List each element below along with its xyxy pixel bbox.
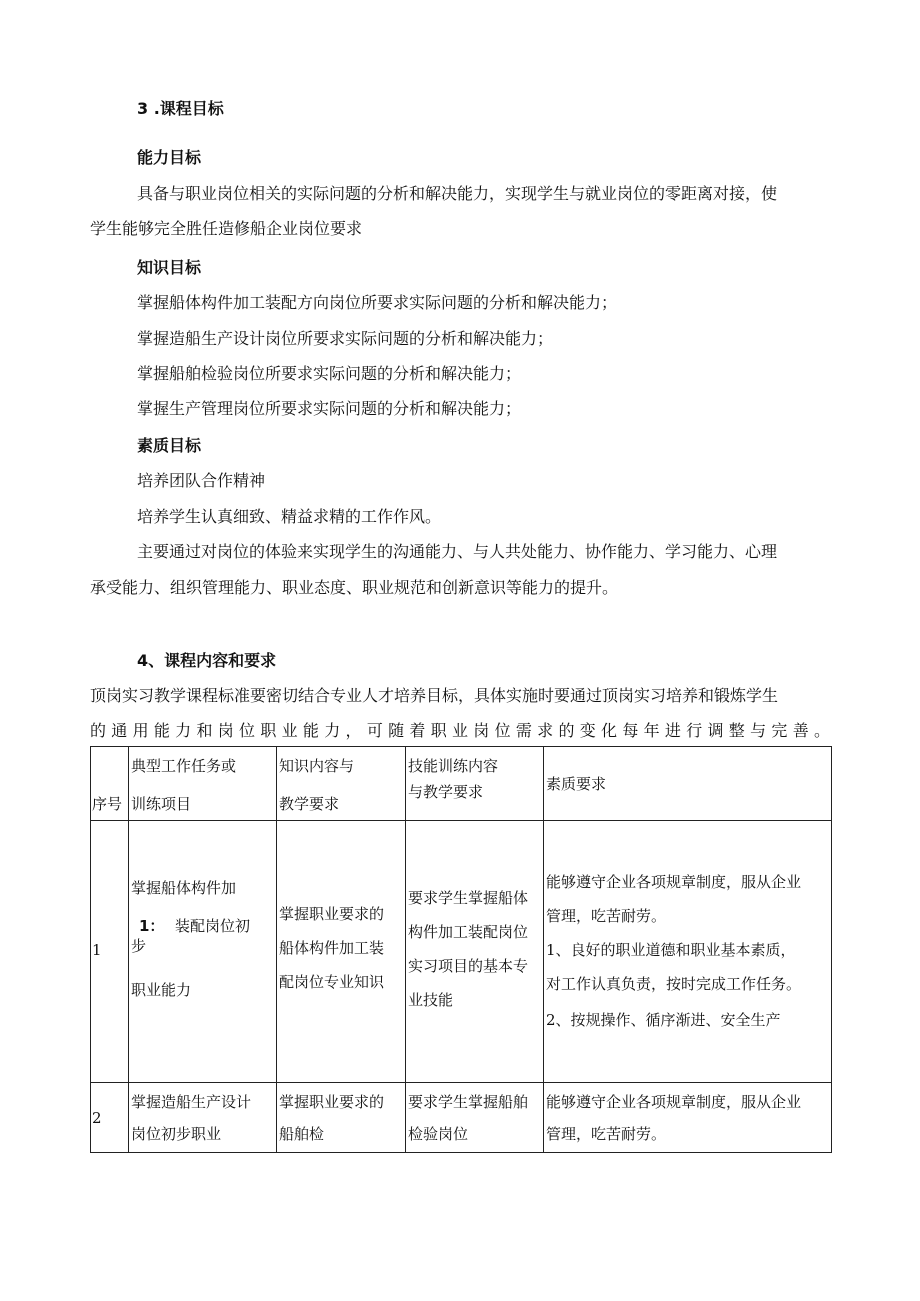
row2-quality-line2: 管理，吃苦耐劳。: [546, 1125, 667, 1143]
row1-task-line1: 掌握船体构件加: [131, 879, 237, 897]
row1-skill-line3: 实习项目的基本专: [408, 957, 529, 975]
header-knowledge-line1: 知识内容与: [279, 757, 355, 775]
row1-knowledge-cell: [277, 821, 406, 1083]
table-header-row: [91, 747, 832, 821]
knowledge-goal-item: 掌握船体构件加工装配方向岗位所要求实际问题的分析和解决能力；: [137, 293, 618, 312]
row2-skill-line1: 要求学生掌握船舶: [408, 1093, 529, 1111]
header-task-line1: 典型工作任务或: [131, 757, 237, 775]
row1-quality-line3: 1、良好的职业道德和职业基本素质，: [546, 941, 796, 959]
row1-seq: 1: [92, 941, 102, 959]
row1-task-line3: 步: [131, 937, 147, 955]
row2-task-cell: [129, 1083, 277, 1153]
header-skill-cell: [406, 747, 544, 821]
ability-goal-line2: 学生能够完全胜任造修船企业岗位要求: [90, 219, 363, 238]
quality-goal-title: 素质目标: [137, 436, 202, 455]
knowledge-goal-title: 知识目标: [137, 258, 202, 277]
quality-goal-item: 培养团队合作精神: [137, 471, 266, 490]
quality-goal-paragraph-line2: 承受能力、组织管理能力、职业态度、职业规范和创新意识等能力的提升。: [90, 578, 619, 597]
row1-quality-cell: [544, 821, 832, 1083]
row2-quality-cell: [544, 1083, 832, 1153]
row2-knowledge-line2: 船舶检: [279, 1125, 325, 1143]
row2-skill-cell: [406, 1083, 544, 1153]
row2-seq-cell: [91, 1083, 129, 1153]
row2-knowledge-line1: 掌握职业要求的: [279, 1093, 385, 1111]
row1-seq-cell: [91, 821, 129, 1083]
knowledge-goal-item: 掌握造船生产设计岗位所要求实际问题的分析和解决能力；: [137, 329, 554, 348]
row2-knowledge-cell: [277, 1083, 406, 1153]
quality-goal-paragraph-line1: 主要通过对岗位的体验来实现学生的沟通能力、与人共处能力、协作能力、学习能力、心理: [137, 542, 778, 561]
section4-intro-line1: 顶岗实习教学课程标准要密切结合专业人才培养目标，具体实施时要通过顶岗实习培养和锻炼学生: [90, 686, 779, 705]
header-seq: 序号: [92, 795, 123, 813]
section4-intro-line2: 的通用能力和岗位职业能力，可随着职业岗位需求的变化每年进行调整与完善。: [90, 721, 830, 740]
row2-quality-line1: 能够遵守企业各项规章制度，服从企业: [546, 1093, 802, 1111]
header-skill-line2: 与教学要求: [408, 783, 484, 801]
row1-skill-line4: 业技能: [408, 991, 454, 1009]
header-knowledge-cell: [277, 747, 406, 821]
row1-knowledge-line3: 配岗位专业知识: [279, 973, 385, 991]
table-row: [91, 1083, 832, 1153]
row2-skill-line2: 检验岗位: [408, 1125, 469, 1143]
row1-quality-line5: 2、按规操作、循序渐进、安全生产: [546, 1011, 781, 1029]
row1-skill-cell: [406, 821, 544, 1083]
header-task-line2: 训练项目: [131, 795, 192, 813]
ability-goal-line1: 具备与职业岗位相关的实际问题的分析和解决能力，实现学生与就业岗位的零距离对接，使: [137, 184, 778, 203]
knowledge-goal-item: 掌握船舶检验岗位所要求实际问题的分析和解决能力；: [137, 364, 522, 383]
row1-task-line2: 装配岗位初: [175, 917, 251, 935]
row1-knowledge-line2: 船体构件加工装: [279, 939, 385, 957]
row1-skill-line2: 构件加工装配岗位: [408, 923, 529, 941]
section4-heading: 4、课程内容和要求: [137, 651, 277, 670]
table-row: [91, 821, 832, 1083]
header-skill-line1: 技能训练内容: [408, 757, 499, 775]
row1-quality-line1: 能够遵守企业各项规章制度，服从企业: [546, 873, 802, 891]
row2-task-line1: 掌握造船生产设计: [131, 1093, 252, 1111]
row1-skill-line1: 要求学生掌握船体: [408, 889, 529, 907]
row2-task-line2: 岗位初步职业: [131, 1125, 222, 1143]
row1-task-number: 1：: [139, 917, 165, 935]
row1-task-line4: 职业能力: [131, 981, 192, 999]
ability-goal-title: 能力目标: [137, 148, 202, 167]
row1-knowledge-line1: 掌握职业要求的: [279, 905, 385, 923]
header-knowledge-line2: 教学要求: [279, 795, 340, 813]
course-content-table: [90, 746, 832, 1153]
row1-quality-line4: 对工作认真负责，按时完成工作任务。: [546, 975, 802, 993]
header-quality: 素质要求: [546, 775, 607, 793]
header-task-cell: [129, 747, 277, 821]
quality-goal-item: 培养学生认真细致、精益求精的工作作风。: [137, 507, 442, 526]
row1-quality-line2: 管理，吃苦耐劳。: [546, 907, 667, 925]
header-seq-cell: [91, 747, 129, 821]
row1-task-cell: [129, 821, 277, 1083]
knowledge-goal-item: 掌握生产管理岗位所要求实际问题的分析和解决能力；: [137, 399, 522, 418]
section3-heading: 3 .课程目标: [137, 99, 224, 118]
header-quality-cell: [544, 747, 832, 821]
row2-seq: 2: [92, 1109, 102, 1127]
